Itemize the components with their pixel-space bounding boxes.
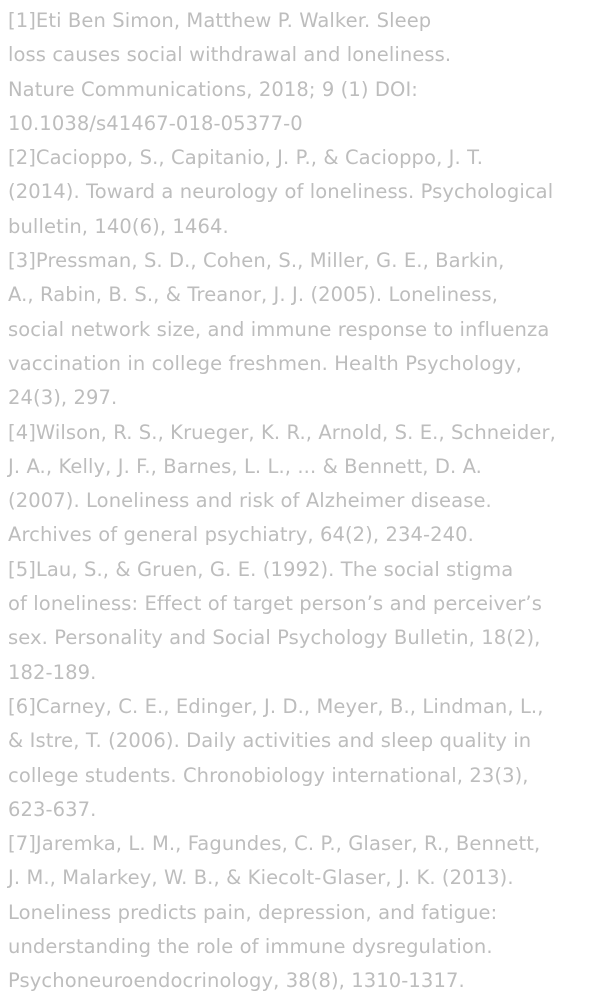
reference-item-5: [5]Lau, S., & Gruen, G. E. (1992). The social stigma of loneliness: Effect of target person’s and perceiver’s sex. Personality and Social Psychology Bulletin, 18(2), 182-189.	[8, 557, 542, 684]
reference-item-2: [2]Cacioppo, S., Capitanio, J. P., & Cacioppo, J. T. (2014). Toward a neurology of loneliness. Psychological bulletin, 140(6), 1464.	[8, 146, 554, 238]
reference-item-4: [4]Wilson, R. S., Krueger, K. R., Arnold, S. E., Schneider, J. A., Kelly, J. F., Barnes, L. L., ... & Bennett, D. A. (2007). Loneliness and risk of Alzheimer disease. Archives of general psychiatry, 64(2), 234-240.	[8, 420, 556, 547]
reference-item-1: [1]Eti Ben Simon, Matthew P. Walker. Sleep loss causes social withdrawal and loneliness. Nature Communications, 2018; 9 (1) DOI: 10.1038/s41467-018-05377-0	[8, 9, 452, 135]
reference-item-3: [3]Pressman, S. D., Cohen, S., Miller, G. E., Barkin, A., Rabin, B. S., & Treanor, J. J. (2005). Loneliness, social network size, and immune response to influenza vaccination in college freshmen. Health Psychology, 24(3), 297.	[8, 249, 550, 410]
reference-item-6: [6]Carney, C. E., Edinger, J. D., Meyer, B., Lindman, L., & Istre, T. (2006). Daily activities and sleep quality in college students. Chronobiology international, 23(3), 623-637.	[8, 694, 544, 821]
reference-item-7: [7]Jaremka, L. M., Fagundes, C. P., Glaser, R., Bennett, J. M., Malarkey, W. B., & Kiecolt-Glaser, J. K. (2013). Loneliness predicts pain, depression, and fatigue: understanding the role of immune dysregulation. Psychoneuroendocrinology, 38(8), 1310-1317.	[8, 832, 541, 993]
